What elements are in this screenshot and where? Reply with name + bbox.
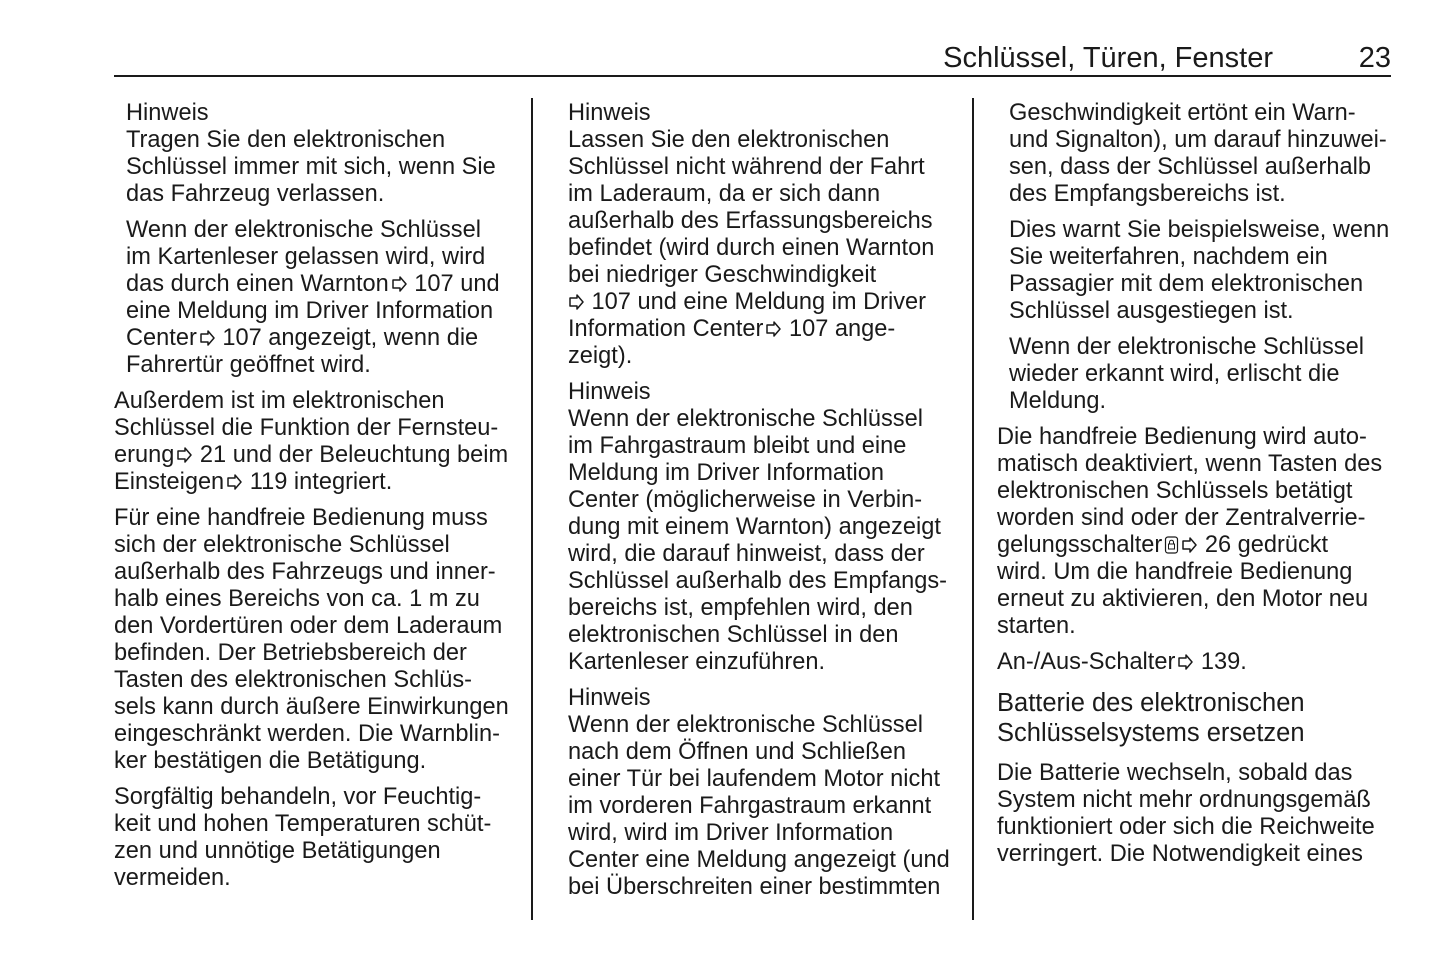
arrow-reference-icon[interactable]	[176, 447, 192, 463]
note-title: Hinweis	[568, 379, 651, 405]
text-line: das Fahrzeug verlassen.	[126, 181, 385, 207]
column-2	[568, 100, 958, 910]
note-title: Hinweis	[568, 100, 651, 126]
text-line: Fahrertür geöffnet wird.	[126, 352, 371, 378]
arrow-reference-icon[interactable]	[1177, 654, 1193, 670]
column-1	[114, 100, 519, 901]
arrow-reference-icon[interactable]	[226, 474, 242, 490]
note-continued: Geschwindigkeit ertönt ein Warn- und Signalton), um darauf hinzuwei- sen, dass der Schlüssel außerhalb des Empfangsbereichs ist. Dies warnt Sie beispielsweise, wenn Sie weiterfahren, nachdem ein Passagier mit dem elektronischen Schlüssel ausgestiegen ist. Wenn der elektronische Schlüssel wieder erkannt wird, erlischt die Meldung.	[1009, 100, 1390, 414]
running-header-title: Schlüssel, Türen, Fenster	[943, 42, 1273, 74]
note-title: Hinweis	[126, 100, 209, 126]
paragraph-battery: Die Batterie wechseln, sobald das System nicht mehr ordnungsgemäß funktioniert oder sich die Reichweite verringert. Die Notwendigkeit eines	[997, 760, 1375, 867]
column-3	[997, 100, 1397, 877]
text-line: das durch einen Warnton 107 und	[126, 271, 500, 297]
arrow-reference-icon[interactable]	[391, 276, 407, 292]
text-line: eine Meldung im Driver Information	[126, 298, 494, 324]
paragraph-remote-functions: Außerdem ist im elektronischen Schlüssel die Funktion der Fernsteu- erung 21 und der Beleuchtung beim Einsteigen 119 integriert.	[114, 388, 509, 495]
text-line: im Kartenleser gelassen wird, wird	[126, 244, 486, 270]
text-line: Tragen Sie den elektronischen	[126, 127, 446, 153]
note-passenger-compartment: Hinweis Wenn der elektronische Schlüssel im Fahrgastraum bleibt und eine Meldung im Driver Information Center (möglicherweise in Verbin- dung mit einem Warnton) angezeigt wird, die darauf hinweist, dass der Schlüssel außerhalb des Empfangs- bereichs ist, empfehlen wird, den elektronischen Schlüssel in den Kartenleser einzuführen.	[568, 379, 958, 676]
note-key-not-detected: Hinweis Wenn der elektronische Schlüssel nach dem Öffnen und Schließen einer Tür bei laufendem Motor nicht im vorderen Fahrgastraum erkannt wird, wird im Driver Information Center eine Meldung angezeigt (und bei Überschreiten einer bestimmten	[568, 685, 958, 901]
arrow-reference-icon[interactable]	[568, 294, 584, 310]
section-heading: Batterie des elektronischen Schlüsselsystems ersetzen	[997, 689, 1305, 747]
header-rule	[114, 75, 1391, 77]
page-number: 23	[1358, 42, 1391, 74]
note-title: Hinweis	[568, 685, 651, 711]
paragraph-handsfree-range: Für eine handfreie Bedienung muss sich der elektronische Schlüssel außerhalb des Fahrzeugs und inner- halb eines Bereichs von ca. 1 m zu den Vordertüren oder dem Laderaum befinden. Der Betriebsbereich der Tasten des elektronischen Schlüs- sels kann durch äußere Einwirkungen eingeschränkt werden. Die Warnblin- ker bestätigen die Betätigung.	[114, 505, 509, 774]
note-load-compartment: Hinweis Lassen Sie den elektronischen Schlüssel nicht während der Fahrt im Laderaum, da er sich dann außerhalb des Erfassungsbereichs befindet (wird durch einen Warnton bei niedriger Geschwindigkeit 107 und eine Meldung im Driver Information Center 107 ange- zeigt).	[568, 100, 958, 370]
column-divider-1	[531, 98, 533, 920]
text-line: Wenn der elektronische Schlüssel	[126, 217, 481, 243]
column-divider-2	[972, 98, 974, 920]
note-hand-key	[114, 100, 519, 379]
arrow-reference-icon[interactable]	[199, 330, 215, 346]
arrow-reference-icon[interactable]	[1181, 537, 1197, 553]
arrow-reference-icon[interactable]	[765, 321, 781, 337]
paragraph-on-off-switch: An-/Aus-Schalter 139.	[997, 649, 1247, 675]
text-line: Schlüssel immer mit sich, wenn Sie	[126, 154, 496, 180]
text-line: Center 107 angezeigt, wenn die	[126, 325, 479, 351]
paragraph-care: Sorgfältig behandeln, vor Feuchtig- keit und hohen Temperaturen schüt- zen und unnötige Betätigungen vermeiden.	[114, 784, 492, 891]
central-lock-icon	[1164, 535, 1179, 555]
paragraph-handsfree-deactivation: Die handfreie Bedienung wird auto- matisch deaktiviert, wenn Tasten des elektronischen Schlüssels betätigt worden sind oder der Zentralverrie- gelungsschalter 26 gedrückt wird. Um die handfreie Bedienung erneut zu aktivieren, den Motor neu starten.	[997, 424, 1383, 639]
